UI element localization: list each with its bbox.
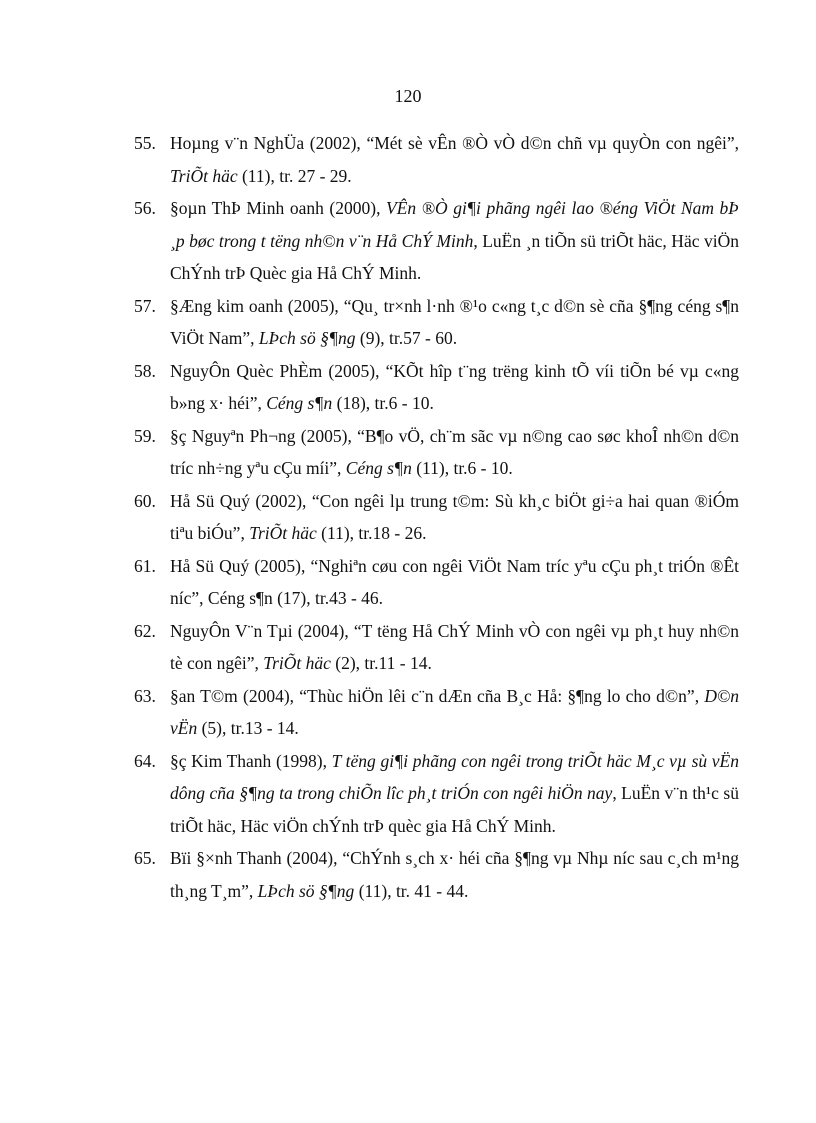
reference-source: T tëng gi¶i phãng con ngêi trong triÕt häc M¸c vµ sù vËn dông cña §¶ng ta trong chiÕn lîc ph¸t triÓn con ngêi hiÖn nay — [170, 750, 739, 803]
reference-text: Bïi §×nh Thanh (2004), “ChÝnh s¸ch x· héi cña §¶ng vµ Nhµ níc sau c¸ch m¹ng th¸ng T¸m”, — [170, 848, 739, 901]
reference-text: Hå Sü Quý (2005), “Nghiªn cøu con ngêi ViÖt Nam tríc yªu cÇu ph¸t triÓn ®Êt níc”, Céng s¶n (17), tr.43 - 46. — [170, 555, 739, 608]
reference-item — [134, 550, 739, 615]
reference-detail: (11), tr.18 - 26. — [316, 523, 427, 543]
reference-source: LÞch sö §¶ng — [257, 880, 355, 901]
reference-text: NguyÔn V¨n Tµi (2004), “T tëng Hå ChÝ Minh vÒ con ngêi vµ ph¸t huy nh©n tè con ngêi”, — [170, 620, 739, 673]
reference-detail: (2), tr.11 - 14. — [330, 653, 432, 673]
reference-number: 61. — [134, 555, 156, 576]
reference-number: 57. — [134, 295, 156, 316]
reference-text: NguyÔn Quèc PhÈm (2005), “KÕt hîp t¨ng trëng kinh tÕ víi tiÕn bé vµ c«ng b»ng x· héi”, — [170, 360, 739, 413]
reference-number: 63. — [134, 685, 156, 706]
reference-detail: (11), tr. 27 - 29. — [237, 165, 352, 186]
reference-source: TriÕt häc — [249, 523, 317, 543]
reference-detail: (11), tr.6 - 10. — [411, 458, 513, 478]
reference-item — [134, 127, 739, 192]
reference-detail: (9), tr.57 - 60. — [355, 328, 458, 348]
reference-detail: (5), tr.13 - 14. — [197, 718, 299, 738]
reference-item — [134, 680, 739, 745]
reference-text: §ç Nguyªn Ph¬ng (2005), “B¶o vÖ, ch¨m sãc vµ n©ng cao søc khoÎ nh©n d©n tríc nh÷ng yªu cÇu míi”, — [170, 425, 739, 478]
reference-source: LÞch sö §¶ng — [258, 328, 356, 348]
reference-source: Céng s¶n — [345, 458, 412, 478]
reference-detail: , LuËn v¨n th¹c sü triÕt häc, Häc viÖn chÝnh trÞ quèc gia Hå ChÝ Minh. — [170, 783, 739, 836]
reference-item — [134, 842, 739, 907]
reference-number: 60. — [134, 490, 156, 511]
reference-item — [134, 355, 739, 420]
reference-item — [134, 290, 739, 355]
reference-text: Hoµng v¨n NghÜa (2002), “Mét sè vÊn ®Ò vÒ d©n chñ vµ quyÒn con ngêi”, — [170, 133, 739, 153]
reference-number: 64. — [134, 750, 156, 771]
reference-item — [134, 192, 739, 290]
reference-number: 62. — [134, 620, 156, 641]
reference-detail: (11), tr. 41 - 44. — [354, 880, 469, 901]
reference-source: Céng s¶n — [266, 393, 333, 413]
reference-number: 55. — [134, 133, 156, 153]
reference-text: §ç Kim Thanh (1998), — [170, 750, 332, 771]
reference-item — [134, 420, 739, 485]
reference-number: 56. — [134, 198, 156, 218]
reference-item — [134, 485, 739, 550]
reference-list — [134, 127, 739, 907]
reference-source: D©n vËn — [170, 685, 739, 738]
reference-text: §an T©m (2004), “Thùc hiÖn lêi c¨n dÆn cña B¸c Hå: §¶ng lo cho d©n”, — [170, 685, 705, 706]
reference-text: §Æng kim oanh (2005), “Qu¸ tr×nh l·nh ®¹o c«ng t¸c d©n sè cña §¶ng céng s¶n ViÖt Nam”, — [170, 295, 739, 348]
reference-source: TriÕt häc — [170, 165, 238, 186]
reference-item — [134, 745, 739, 843]
reference-number: 59. — [134, 425, 156, 446]
reference-detail: (18), tr.6 - 10. — [332, 393, 434, 413]
page-number: 120 — [394, 86, 422, 106]
reference-item — [134, 615, 739, 680]
reference-text: §oµn ThÞ Minh oanh (2000), — [170, 198, 387, 218]
reference-number: 65. — [134, 848, 156, 868]
reference-number: 58. — [134, 360, 156, 381]
reference-text: Hå Sü Quý (2002), “Con ngêi lµ trung t©m: Sù kh¸c biÖt gi÷a hai quan ®iÓm tiªu biÓu”, — [170, 490, 739, 543]
reference-source: VÊn ®Ò gi¶i phãng ngêi lao ®éng ViÖt Nam bÞ ¸p bøc trong t tëng nh©n v¨n Hå ChÝ Minh — [170, 198, 739, 251]
reference-source: TriÕt häc — [263, 653, 331, 673]
reference-detail: , LuËn ¸n tiÕn sü triÕt häc, Häc viÖn ChÝnh trÞ Quèc gia Hå ChÝ Minh. — [170, 230, 740, 283]
